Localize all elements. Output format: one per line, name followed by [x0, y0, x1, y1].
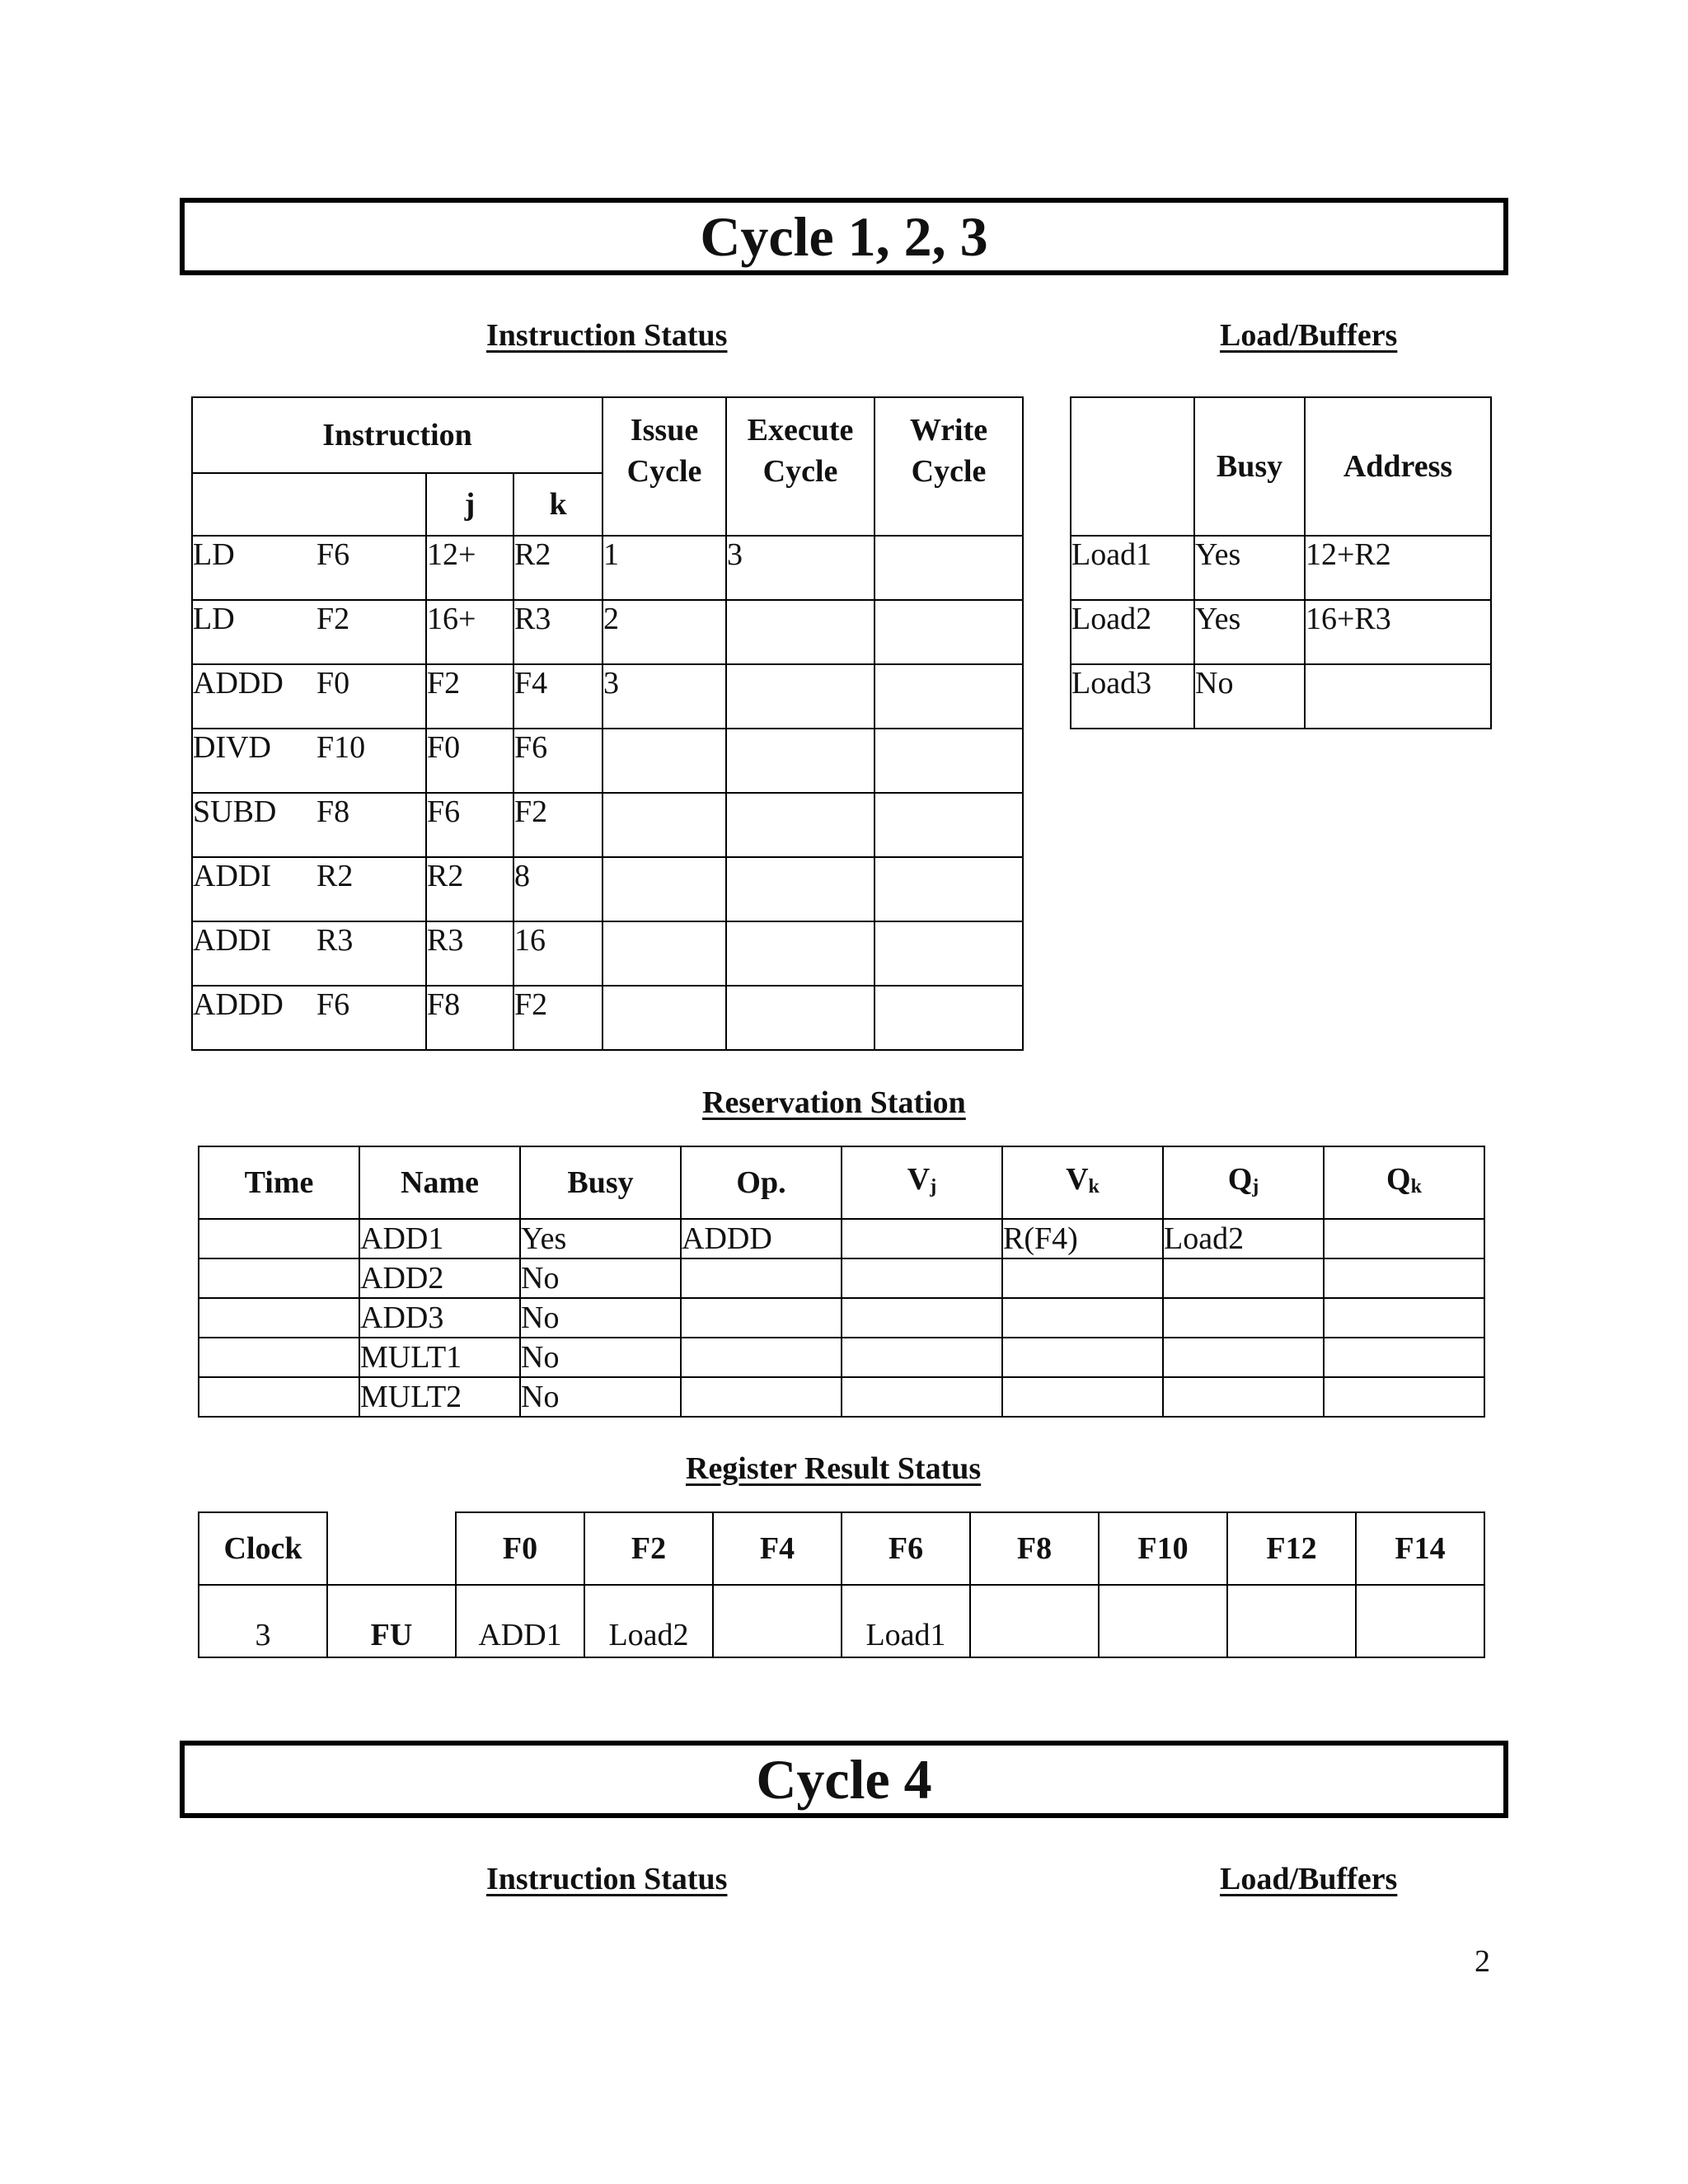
page-number: 2 — [1475, 1944, 1490, 1979]
reservation-station-table — [198, 1146, 1485, 1418]
reservation-row — [199, 1258, 1484, 1298]
instruction-row — [192, 793, 1023, 857]
reservation-op-cell — [681, 1298, 842, 1338]
instruction-dest: F8 — [316, 794, 350, 829]
reservation-busy-cell: Yes — [520, 1219, 681, 1258]
instruction-j-cell: 16+ — [426, 600, 513, 664]
reservation-qk-cell — [1324, 1298, 1484, 1338]
instruction-write-cell — [874, 921, 1023, 986]
instruction-op: LD — [193, 537, 235, 572]
reg-header-f2: F2 — [584, 1512, 713, 1585]
instruction-issue-cell — [603, 793, 726, 857]
instruction-row — [192, 600, 1023, 664]
reservation-qk-cell — [1324, 1258, 1484, 1298]
cycle-4-title — [180, 1741, 1508, 1818]
reservation-time-cell — [199, 1258, 359, 1298]
reservation-row — [199, 1338, 1484, 1377]
reservation-time-cell — [199, 1338, 359, 1377]
instruction-execute-cell — [726, 857, 874, 921]
reservation-qj-cell: Load2 — [1163, 1219, 1324, 1258]
instruction-cell — [192, 857, 426, 921]
instruction-row — [192, 536, 1023, 600]
instruction-dest: F6 — [316, 537, 350, 572]
clock-label: Clock — [199, 1512, 327, 1585]
instruction-execute-cell — [726, 921, 874, 986]
rs-header-qk: $Q_k$ — [1324, 1146, 1484, 1219]
instruction-row — [192, 986, 1023, 1050]
reservation-qj-cell — [1163, 1258, 1324, 1298]
reservation-station-title: Reservation Station — [702, 1085, 966, 1120]
instruction-j-cell: R2 — [426, 857, 513, 921]
instruction-issue-cell — [603, 921, 726, 986]
load-buffer-name-cell: Load2 — [1071, 600, 1194, 664]
load-buffer-busy-cell: No — [1194, 664, 1305, 729]
instruction-row — [192, 921, 1023, 986]
instruction-write-cell — [874, 600, 1023, 664]
instruction-cell — [192, 536, 426, 600]
rs-header-vj: $V_j$ — [842, 1146, 1002, 1219]
cycle-4-load-buffers-title: Load/Buffers — [1220, 1862, 1398, 1896]
rs-header-vk: $V_k$ — [1002, 1146, 1163, 1219]
reservation-vj-cell — [842, 1298, 1002, 1338]
instruction-k-cell: F2 — [513, 986, 603, 1050]
rs-header-op: Op. — [681, 1146, 842, 1219]
instruction-execute-cell — [726, 664, 874, 729]
instruction-write-cell — [874, 986, 1023, 1050]
reservation-vj-cell — [842, 1338, 1002, 1377]
fu-header-blank — [327, 1512, 456, 1585]
load-buffer-row — [1071, 664, 1491, 729]
instruction-execute-cell — [726, 600, 874, 664]
reg-header-f12: F12 — [1227, 1512, 1356, 1585]
load-buffer-address-cell: 16+R3 — [1305, 600, 1491, 664]
reservation-busy-cell: No — [520, 1338, 681, 1377]
instruction-execute-cell — [726, 986, 874, 1050]
reservation-vj-cell — [842, 1377, 1002, 1417]
load-buffer-busy-cell: Yes — [1194, 600, 1305, 664]
instruction-k-cell: R3 — [513, 600, 603, 664]
reservation-qk-cell — [1324, 1219, 1484, 1258]
instruction-execute-cell: 3 — [726, 536, 874, 600]
instruction-dest: R3 — [316, 923, 354, 958]
instruction-status-title: Instruction Status — [486, 318, 728, 353]
load-buffers-table — [1070, 396, 1492, 729]
reservation-op-cell — [681, 1377, 842, 1417]
load-buffer-name-cell: Load1 — [1071, 536, 1194, 600]
header-instruction: Instruction — [192, 397, 603, 473]
reg-header-f8: F8 — [970, 1512, 1099, 1585]
reservation-busy-cell: No — [520, 1258, 681, 1298]
reservation-qk-cell — [1324, 1377, 1484, 1417]
instruction-write-cell — [874, 729, 1023, 793]
reservation-time-cell — [199, 1377, 359, 1417]
reservation-vk-cell — [1002, 1258, 1163, 1298]
lb-header-busy: Busy — [1194, 397, 1305, 536]
instruction-k-cell: 8 — [513, 857, 603, 921]
instruction-issue-cell — [603, 857, 726, 921]
instruction-cell — [192, 921, 426, 986]
instruction-issue-cell: 2 — [603, 600, 726, 664]
cycle-4-title-text: Cycle 4 — [756, 1747, 932, 1811]
reservation-name-cell: ADD3 — [359, 1298, 520, 1338]
instruction-k-cell: F6 — [513, 729, 603, 793]
load-buffer-busy-cell: Yes — [1194, 536, 1305, 600]
instruction-execute-cell — [726, 793, 874, 857]
instruction-j-cell: 12+ — [426, 536, 513, 600]
instruction-status-table — [191, 396, 1024, 1051]
reservation-vk-cell: R(F4) — [1002, 1219, 1163, 1258]
rs-header-time: Time — [199, 1146, 359, 1219]
reservation-vj-cell — [842, 1258, 1002, 1298]
instruction-j-cell: R3 — [426, 921, 513, 986]
instruction-k-cell: 16 — [513, 921, 603, 986]
reg-header-f0: F0 — [456, 1512, 584, 1585]
header-j: j — [426, 473, 513, 536]
instruction-write-cell — [874, 536, 1023, 600]
reservation-name-cell: MULT1 — [359, 1338, 520, 1377]
reservation-row — [199, 1377, 1484, 1417]
reservation-row — [199, 1298, 1484, 1338]
instruction-j-cell: F8 — [426, 986, 513, 1050]
rs-header-busy: Busy — [520, 1146, 681, 1219]
cycle-1-2-3-title — [180, 198, 1508, 275]
fu-value-f0: ADD1 — [456, 1585, 584, 1657]
instruction-issue-cell: 1 — [603, 536, 726, 600]
fu-value-f8 — [970, 1585, 1099, 1657]
instruction-cell — [192, 793, 426, 857]
rs-header-qj: $Q_j$ — [1163, 1146, 1324, 1219]
instruction-dest: F0 — [316, 666, 350, 701]
instruction-j-cell: F0 — [426, 729, 513, 793]
instruction-row — [192, 857, 1023, 921]
fu-value-f6: Load1 — [842, 1585, 970, 1657]
instruction-j-cell: F6 — [426, 793, 513, 857]
reg-header-f10: F10 — [1099, 1512, 1227, 1585]
instruction-dest: F2 — [316, 602, 350, 636]
reservation-vj-cell — [842, 1219, 1002, 1258]
load-buffer-address-cell — [1305, 664, 1491, 729]
instruction-op: ADDI — [193, 923, 271, 958]
reservation-row — [199, 1219, 1484, 1258]
clock-value: 3 — [199, 1585, 327, 1657]
instruction-dest: F6 — [316, 987, 350, 1022]
instruction-op: ADDI — [193, 859, 271, 893]
instruction-cell — [192, 600, 426, 664]
instruction-row — [192, 664, 1023, 729]
header-write-cycle: Write Cycle — [874, 397, 1023, 536]
reservation-vk-cell — [1002, 1377, 1163, 1417]
load-buffer-name-cell: Load3 — [1071, 664, 1194, 729]
instruction-write-cell — [874, 664, 1023, 729]
fu-value-f2: Load2 — [584, 1585, 713, 1657]
instruction-op: LD — [193, 602, 235, 636]
load-buffers-title: Load/Buffers — [1220, 318, 1398, 353]
reservation-busy-cell: No — [520, 1377, 681, 1417]
instruction-j-cell: F2 — [426, 664, 513, 729]
reservation-time-cell — [199, 1298, 359, 1338]
header-k: k — [513, 473, 603, 536]
reservation-op-cell — [681, 1258, 842, 1298]
reservation-name-cell: MULT2 — [359, 1377, 520, 1417]
fu-value-f12 — [1227, 1585, 1356, 1657]
fu-value-f14 — [1356, 1585, 1484, 1657]
instruction-write-cell — [874, 793, 1023, 857]
reservation-qk-cell — [1324, 1338, 1484, 1377]
reservation-qj-cell — [1163, 1338, 1324, 1377]
instruction-issue-cell — [603, 986, 726, 1050]
header-execute-cycle: Execute Cycle — [726, 397, 874, 536]
reservation-qj-cell — [1163, 1377, 1324, 1417]
instruction-row — [192, 729, 1023, 793]
header-issue-cycle: Issue Cycle — [603, 397, 726, 536]
instruction-cell — [192, 729, 426, 793]
reservation-op-cell: ADDD — [681, 1219, 842, 1258]
instruction-cell — [192, 986, 426, 1050]
instruction-op: ADDD — [193, 666, 284, 701]
rs-header-name: Name — [359, 1146, 520, 1219]
instruction-issue-cell — [603, 729, 726, 793]
register-result-status-table — [198, 1511, 1485, 1658]
cycle-4-instruction-status-title: Instruction Status — [486, 1862, 728, 1896]
lb-header-address: Address — [1305, 397, 1491, 536]
register-result-status-title: Register Result Status — [686, 1451, 982, 1486]
reservation-vk-cell — [1002, 1298, 1163, 1338]
instruction-dest: F10 — [316, 730, 366, 765]
instruction-op: DIVD — [193, 730, 271, 765]
instruction-op: ADDD — [193, 987, 284, 1022]
load-buffer-row — [1071, 600, 1491, 664]
reg-header-f14: F14 — [1356, 1512, 1484, 1585]
fu-value-f4 — [713, 1585, 842, 1657]
lb-header-blank — [1071, 397, 1194, 536]
instruction-op: SUBD — [193, 794, 277, 829]
instruction-write-cell — [874, 857, 1023, 921]
load-buffer-address-cell: 12+R2 — [1305, 536, 1491, 600]
instruction-k-cell: F2 — [513, 793, 603, 857]
reservation-name-cell: ADD2 — [359, 1258, 520, 1298]
instruction-dest: R2 — [316, 859, 354, 893]
instruction-k-cell: F4 — [513, 664, 603, 729]
load-buffer-row — [1071, 536, 1491, 600]
reg-header-f4: F4 — [713, 1512, 842, 1585]
fu-label: FU — [327, 1585, 456, 1657]
instruction-k-cell: R2 — [513, 536, 603, 600]
instruction-execute-cell — [726, 729, 874, 793]
reservation-busy-cell: No — [520, 1298, 681, 1338]
cycle-title-text: Cycle 1, 2, 3 — [700, 204, 988, 268]
reservation-time-cell — [199, 1219, 359, 1258]
fu-value-f10 — [1099, 1585, 1227, 1657]
reservation-vk-cell — [1002, 1338, 1163, 1377]
instruction-issue-cell: 3 — [603, 664, 726, 729]
reservation-op-cell — [681, 1338, 842, 1377]
reservation-qj-cell — [1163, 1298, 1324, 1338]
instruction-cell — [192, 664, 426, 729]
header-blank — [192, 473, 426, 536]
reg-header-f6: F6 — [842, 1512, 970, 1585]
reservation-name-cell: ADD1 — [359, 1219, 520, 1258]
